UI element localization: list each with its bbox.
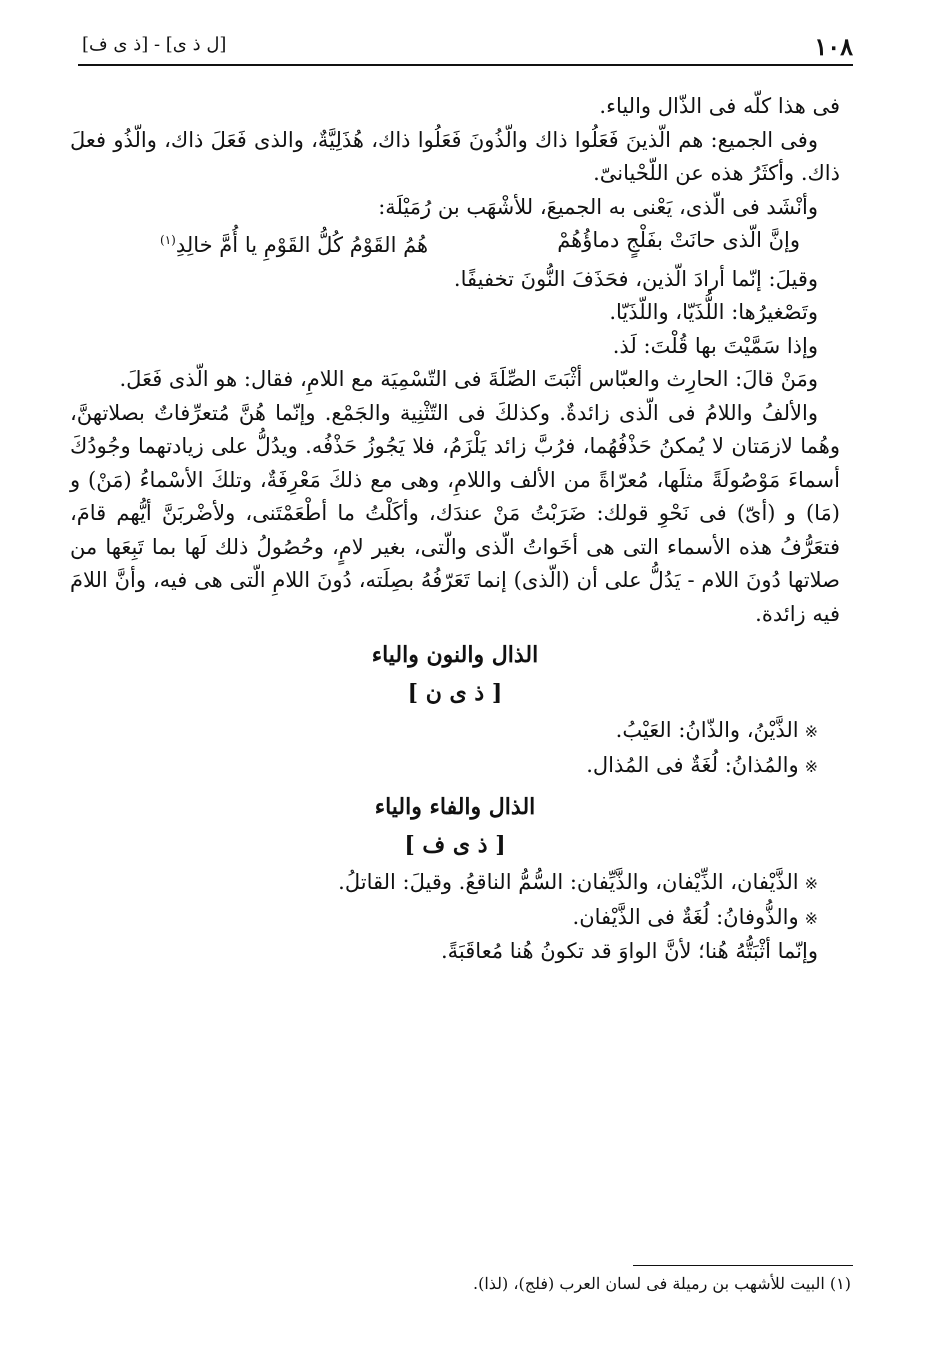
root-reference: [ل ذ ى] - [ذ ى ف] (82, 34, 227, 55)
verse-second-hemistich: هُمُ القَوْمُ كُلُّ القَوْمِ يا أُمَّ خالِدِ$^{(١)}$ (160, 233, 429, 257)
text-paragraph: فى هذا كلّه فى الذّال والياء. (599, 94, 840, 118)
dictionary-entry: ※الذَّيْنُ، والذّانُ: العَيْبُ. (615, 718, 818, 742)
text-paragraph: وقيلَ: إنّما أرادَ الّذين، فحَذَفَ النُّونَ تخفيفًا. (453, 266, 818, 291)
footnote-marker: (١) (160, 233, 176, 247)
text-paragraph: وإذا سَمَّيْتَ بها قُلْتَ: لَذ. (612, 333, 818, 358)
text-paragraph: والألفُ واللامُ فى الّذى زائدةٌ. وكذلكَ فى التّثْنِية والجَمْع. وإنّما هُنَّ مُتعرِّفاتٌ بصلاتهنَّ، وهُما لازمَتان لا يُمكنُ حَذْفُهُما، فرُبَّ زائد يَلْزَمُ، فلا يَجُوزُ حَذْفُه. ويدُلُّ على زيادتهما وجُودُكَ أسماءَ مَوْصُولَةً مثلَها، مُعرّاةً من الألف واللامِ، وهى مع ذلكَ مَعْرِفَةٌ، وتلكَ الأسْماءُ (مَنْ) و (مَا) و (أىّ) فى نَحْوِ قولك: ضَرَبْتُ مَنْ عندَك، وأكَلْتُ ما أطْعَمْتَنى، ولأضْربَنَّ أيُّهم قامَ، فتعَرُّفُ هذه الأسماء التى هى أخَواتُ الّذى والّتى، بغير لامٍ، وحُصُولُ ذلك لَها بما تَبِعَها من صلاتها دُونَ اللام - يَدُلُّ على أن (الّذى) إنما تَعَرّفُهُ بصِلَته، دُونَ اللامِ الّتى هى فيه، وأنَّ اللامَ فيه زائدة. (70, 400, 840, 626)
main-text (70, 90, 840, 969)
entry-marker-icon: ※ (804, 908, 818, 928)
page-number: ١٠٨ (814, 32, 853, 61)
page-header (78, 30, 853, 66)
text-paragraph: وتَصْغيرُها: اللُّذَيّا، واللّذَيّا. (609, 300, 818, 324)
verse-first-hemistich: وإنَّ الّذى حانَتْ بفَلْجٍ دماؤُهُمْ (557, 228, 800, 252)
section-heading: الذال والنون والياء (371, 642, 539, 668)
poetry-verse (70, 224, 840, 263)
footnote: (١) البيت للأشهب بن رميلة فى لسان العرب (فلج)، (لذا). (473, 1274, 851, 1293)
section-heading: الذال والفاء والياء (374, 794, 536, 820)
footnote-divider (633, 1265, 853, 1266)
dictionary-entry: ※والذُّوفانُ: لُغَةٌ فى الذَّيْفان. (572, 904, 818, 929)
root-heading: [ ذ ى ف ] (404, 831, 506, 858)
text-paragraph: وإنّما أثْبَتُّهُ هُنا؛ لأنَّ الواوَ قد تكونُ هُنا مُعاقَبَةً. (441, 939, 818, 963)
entry-marker-icon: ※ (804, 874, 818, 893)
entry-marker-icon: ※ (804, 756, 818, 776)
text-paragraph: ومَنْ قالَ: الحارِث والعبّاس أثْبَتَ الصِّلَةَ فى التّسْمِيَة مع اللامِ، فقال: هو الّذى فَعَلَ. (119, 367, 818, 391)
entry-marker-icon: ※ (804, 722, 818, 741)
text-paragraph: وفى الجميع: هم الّذينَ فَعَلُوا ذاك والّذُونَ فَعَلُوا ذاك، هُذَلِيَّةٌ، والذى فَعَلَ ذاك، والّذُو فعلَ ذاك. وأكثَرُ هذه عن اللّحْيانىّ. (70, 127, 840, 185)
dictionary-entry: ※الذَّيْفان، الذِّيْفان، والذَّيِّفان: السُّمُّ الناقعُ. وقيلَ: القاتلُ. (338, 870, 818, 894)
root-heading: [ ذ ى ن ] (407, 679, 503, 706)
text-paragraph: وأنْشَد فى الّذى، يَعْنى به الجميعَ، للأشْهَب بن رُمَيْلَة: (378, 194, 818, 219)
dictionary-entry: ※والمُذانُ: لُغَةٌ فى المُذال. (586, 752, 818, 777)
